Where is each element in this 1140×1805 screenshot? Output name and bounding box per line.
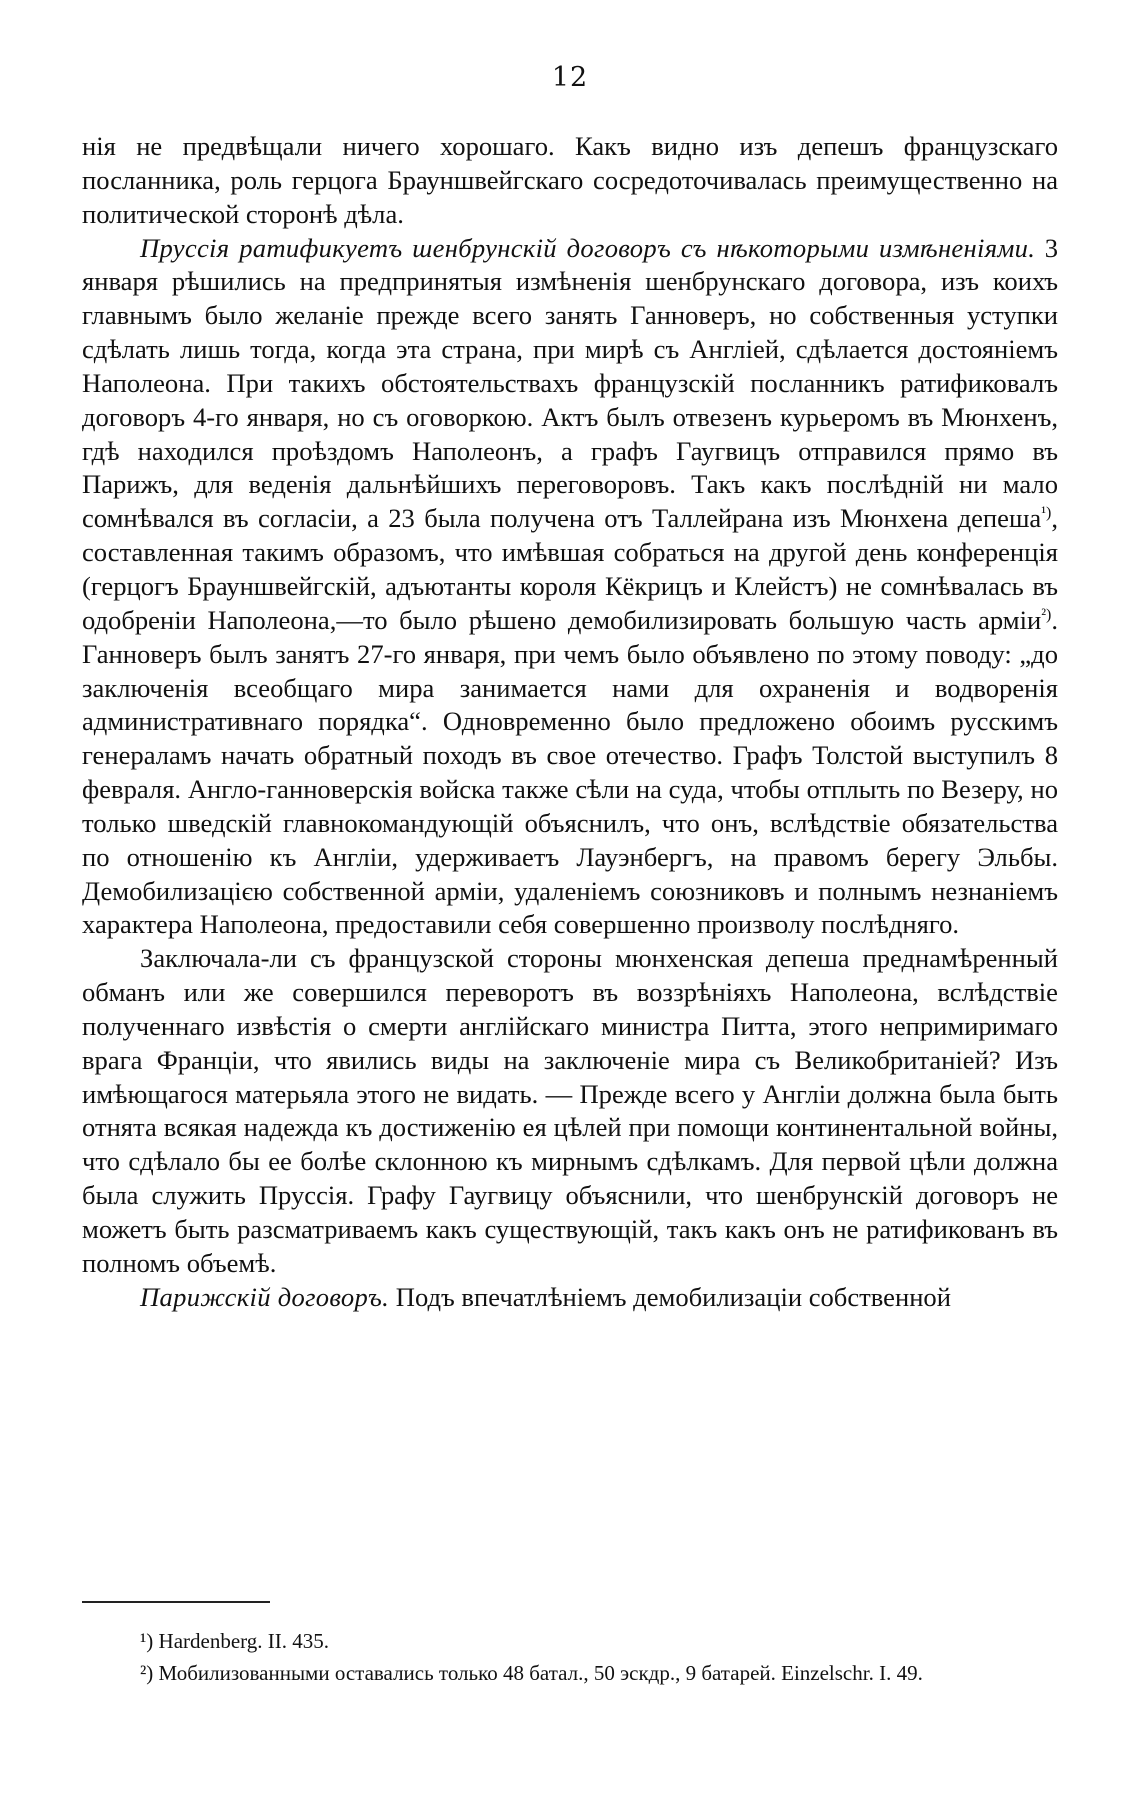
footnote-divider [82, 1601, 270, 1603]
paragraph-text: . Ганноверъ былъ занятъ 27-го января, при чемъ было объявлено по этому поводу: „до заключенія всеобщаго мира занимается нами для охраненія и водворенія административнаго порядка“. Одновременно было предложено обоимъ русскимъ генераламъ начать обратный походъ въ свое отечество. Графъ Толстой выступилъ 8 февраля. Англо-ганноверскія войска также сѣли на суда, чтобы отплыть по Везеру, но только шведскій главнокомандующій объяснилъ, что онъ, вслѣдствіе обязательства по отношенію къ Англіи, удерживаетъ Лауэнбергъ, на правомъ берегу Эльбы. Демобилизацією собственной арміи, удаленіемъ союзниковъ и полнымъ незнаніемъ характера Наполеона, предоставили себя совершенно произволу послѣдняго. [82, 604, 1058, 940]
paragraph-prussia-ratification [82, 232, 1058, 943]
page-number: 12 [551, 62, 589, 93]
footnote-ref-2: ²) [1041, 606, 1052, 624]
footnote-2: ²) Мобилизованными оставались только 48 батал., 50 эскдр., 9 батарей. Einzelschr. I. 49. [140, 1661, 923, 1685]
paragraph-text: Подъ впечатлѣніемъ демобилизаціи собственной [395, 1281, 951, 1312]
paragraph-continuation: нія не предвѣщали ничего хорошаго. Какъ видно изъ депешъ французскаго посланника, роль герцога Брауншвейгскаго сосредоточивалась преимущественно на политической сторонѣ дѣла. [82, 131, 1058, 229]
paragraph-munich-dispatch: Заключала-ли съ французской стороны мюнхенская депеша преднамѣренный обманъ или же совершился переворотъ въ воззрѣніяхъ Наполеона, вслѣдствіе полученнаго извѣстія о смерти англійскаго министра Питта, этого непримиримаго врага Франціи, что явились виды на заключеніе мира съ Великобританіей? Изъ имѣющагося матерьяла этого не видать. — Прежде всего у Англіи должна была быть отнята всякая надежда къ достиженію ея цѣлей при помощи континентальной войны, что сдѣлало бы ее болѣе склонною къ мирнымъ сдѣлкамъ. Для первой цѣли должна была служить Пруссія. Графу Гаугвицу объяснили, что шенбрунскій договоръ не можетъ быть разсматриваемъ какъ существующій, такъ какъ онъ не ратификованъ въ полномъ объемѣ. [82, 943, 1058, 1278]
footnotes [82, 1625, 1058, 1689]
section-heading-paris: Парижскій договоръ. [140, 1281, 390, 1312]
section-heading-prussia: Пруссія ратификуетъ шенбрунскій договоръ съ нѣкоторыми измѣненіями. [140, 232, 1036, 263]
paragraph-text: , составленная такимъ образомъ, что имѣвшая собраться на другой день конференція (герцогъ Брауншвейгскій, адъютанты короля Кёкрицъ и Клейстъ) не сомнѣвалась въ одобреніи Наполеона,—то было рѣшено демобилизировать большую часть арміи [82, 503, 1058, 635]
footnote-ref-1: ¹) [1041, 504, 1052, 522]
paragraph-text: 3 января рѣшились на предпринятыя измѣненія шенбрунскаго договора, изъ коихъ главнымъ было желаніе прежде всего занять Ганноверъ, но собственныя уступки сдѣлать лишь тогда, когда эта страна, при мирѣ съ Англіей, сдѣлается достояніемъ Наполеона. При такихъ обстоятельствахъ французскій посланникъ ратификовалъ договоръ 4-го января, но съ оговоркою. Актъ былъ отвезенъ курьеромъ въ Мюнхенъ, гдѣ находился проѣздомъ Наполеонъ, а графъ Гаугвицъ отправился прямо въ Парижъ, для веденія дальнѣйшихъ переговоровъ. Такъ какъ послѣдній ни мало сомнѣвался въ согласіи, а 23 была получена отъ Таллейрана изъ Мюнхена депеша [82, 232, 1058, 534]
paragraph-paris-treaty [82, 1281, 1058, 1315]
main-text [82, 130, 1058, 1315]
footnote-1: ¹) Hardenberg. II. 435. [140, 1629, 330, 1653]
